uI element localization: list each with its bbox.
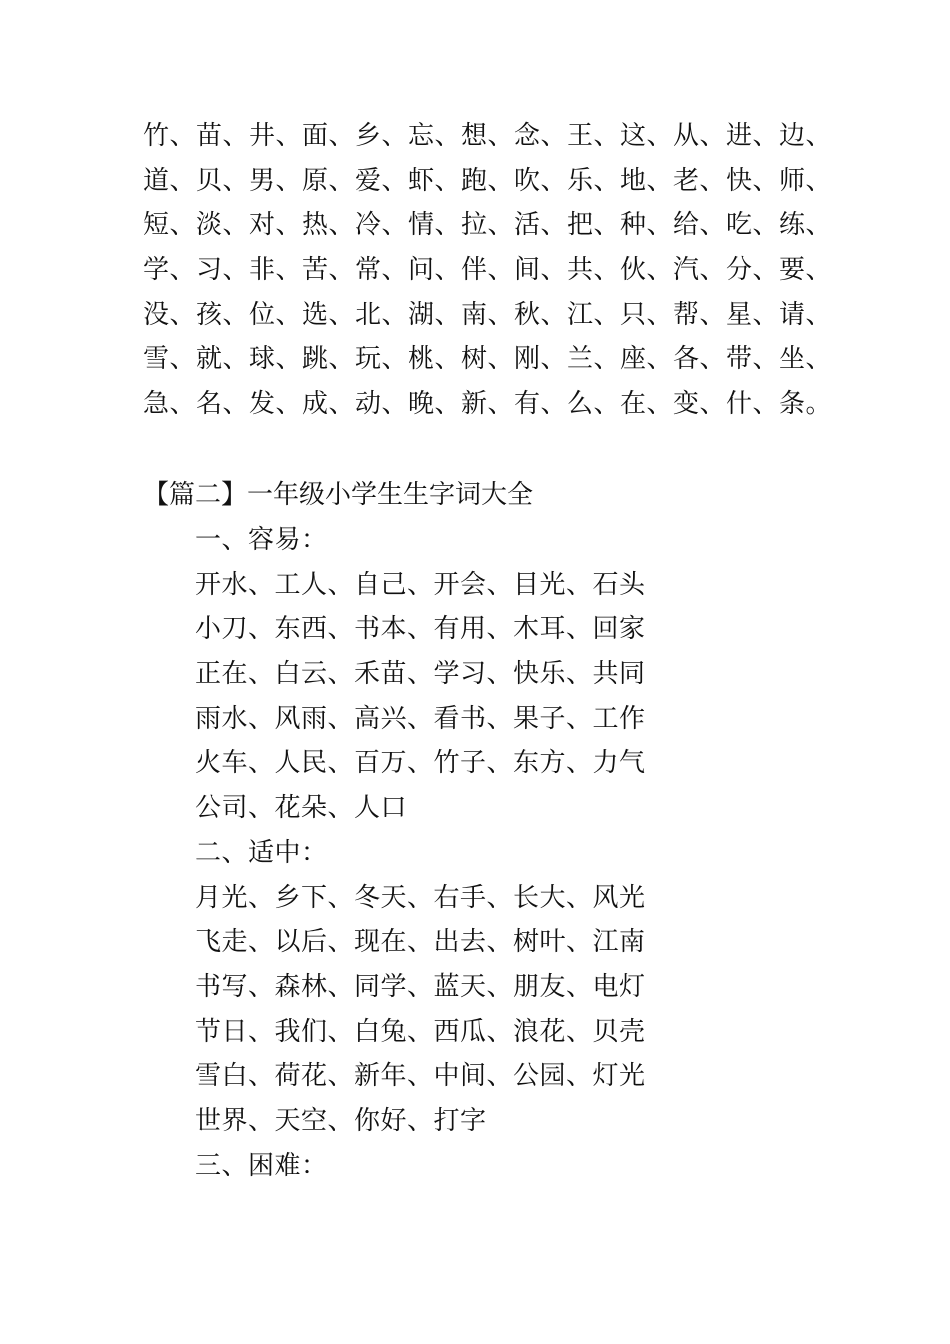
category-heading-medium: 二、适中： <box>195 837 328 868</box>
word-line: 世界、天空、你好、打字 <box>195 1105 487 1136</box>
character-line: 雪、就、球、跳、玩、桃、树、刚、兰、座、各、带、坐、 <box>143 344 833 375</box>
word-line: 小刀、东西、书本、有用、木耳、回家 <box>195 614 646 645</box>
character-line: 道、贝、男、原、爱、虾、跑、吹、乐、地、老、快、师、 <box>143 165 833 196</box>
word-list <box>195 522 795 1192</box>
word-line: 正在、白云、禾苗、学习、快乐、共同 <box>195 659 646 690</box>
category-heading-hard: 三、困难： <box>195 1150 328 1181</box>
word-line: 雪白、荷花、新年、中间、公园、灯光 <box>195 1061 646 1092</box>
word-line: 开水、工人、自己、开会、目光、石头 <box>195 569 646 600</box>
word-line: 节日、我们、白兔、西瓜、浪花、贝壳 <box>195 1016 646 1047</box>
character-line: 没、孩、位、选、北、湖、南、秋、江、只、帮、星、请、 <box>143 299 833 330</box>
character-list <box>143 118 833 431</box>
word-line: 飞走、以后、现在、出去、树叶、江南 <box>195 927 646 958</box>
character-line: 急、名、发、成、动、晚、新、有、么、在、变、什、条。 <box>143 389 833 420</box>
word-line: 月光、乡下、冬天、右手、长大、风光 <box>195 882 646 913</box>
character-line: 竹、苗、井、面、乡、忘、想、念、王、这、从、进、边、 <box>143 121 833 151</box>
word-line: 书写、森林、同学、蓝天、朋友、电灯 <box>195 971 646 1002</box>
character-line: 学、习、非、苦、常、问、伴、间、共、伙、汽、分、要、 <box>143 255 833 286</box>
section-title: 【篇二】一年级小学生生字词大全 <box>143 480 534 510</box>
category-heading-easy: 一、容易： <box>195 525 328 555</box>
word-line: 火车、人民、百万、竹子、东方、力气 <box>195 748 646 779</box>
character-line: 短、淡、对、热、冷、情、拉、活、把、种、给、吃、练、 <box>143 210 833 241</box>
word-line: 雨水、风雨、高兴、看书、果子、工作 <box>195 703 646 734</box>
word-line: 公司、花朵、人口 <box>195 793 408 824</box>
